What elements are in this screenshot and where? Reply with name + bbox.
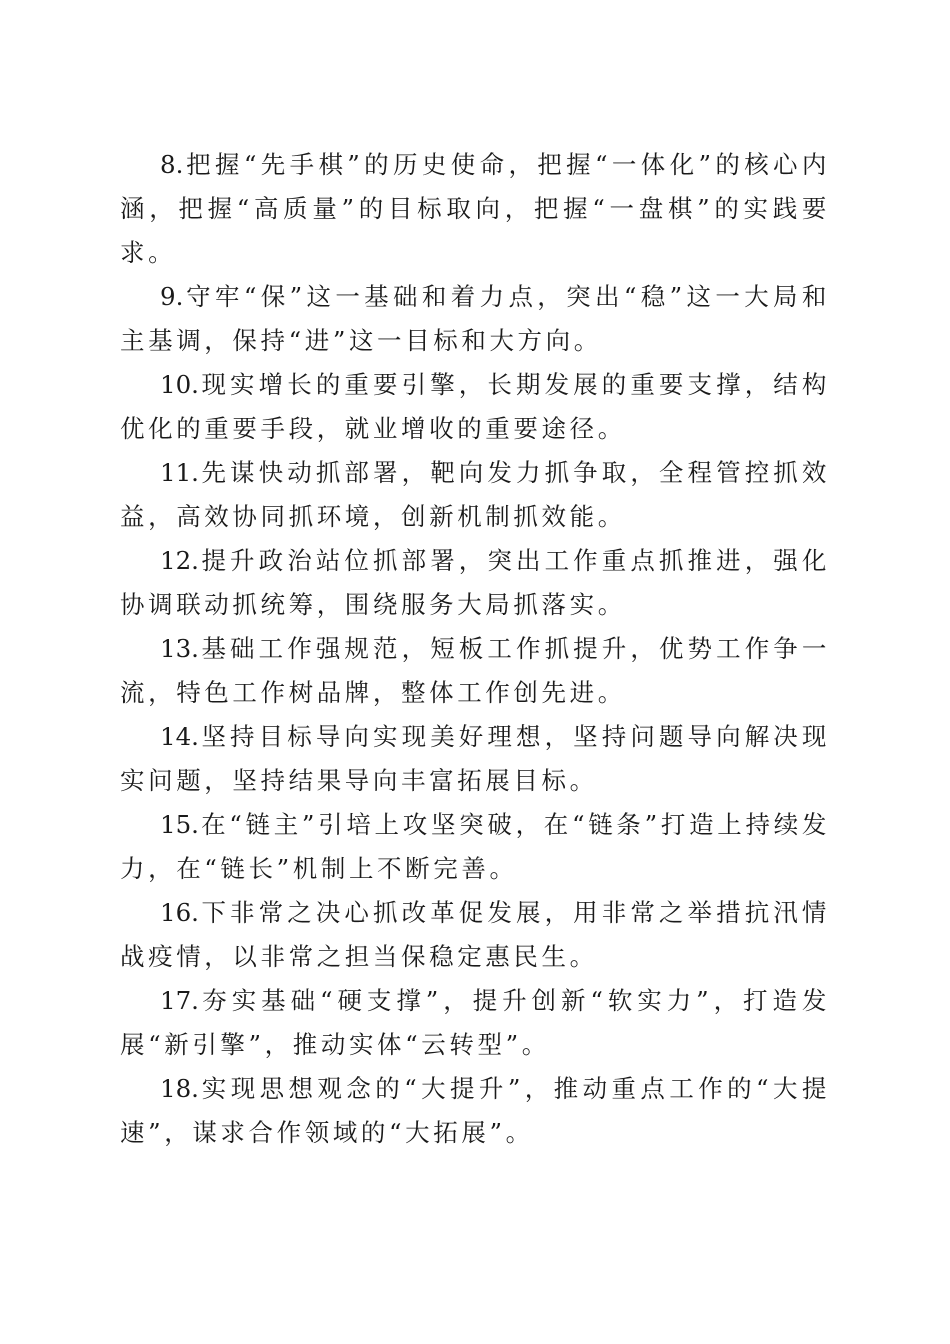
paragraph-number: 14. — [160, 722, 199, 751]
paragraph-15 — [120, 803, 830, 891]
paragraph-number: 9. — [160, 282, 184, 311]
document-body — [120, 143, 830, 1155]
paragraph-text: 先谋快动抓部署，靶向发力抓争取，全程管控抓效益，高效协同抓环境，创新机制抓效能。 — [120, 458, 830, 531]
paragraph-text: 守牢“保”这一基础和着力点，突出“稳”这一大局和主基调，保持“进”这一目标和大方向。 — [120, 282, 830, 355]
paragraph-text: 实现思想观念的“大提升”，推动重点工作的“大提速”，谋求合作领域的“大拓展”。 — [120, 1074, 830, 1147]
paragraph-16 — [120, 891, 830, 979]
paragraph-text: 把握“先手棋”的历史使命，把握“一体化”的核心内涵，把握“高质量”的目标取向，把握“一盘棋”的实践要求。 — [120, 150, 830, 267]
paragraph-9 — [120, 275, 830, 363]
paragraph-number: 10. — [160, 370, 199, 399]
paragraph-8 — [120, 143, 830, 275]
paragraph-11 — [120, 451, 830, 539]
paragraph-text: 在“链主”引培上攻坚突破，在“链条”打造上持续发力，在“链长”机制上不断完善。 — [120, 810, 830, 883]
paragraph-number: 16. — [160, 898, 199, 927]
paragraph-13 — [120, 627, 830, 715]
paragraph-number: 18. — [160, 1074, 199, 1103]
paragraph-text: 提升政治站位抓部署，突出工作重点抓推进，强化协调联动抓统筹，围绕服务大局抓落实。 — [120, 546, 830, 619]
paragraph-text: 基础工作强规范，短板工作抓提升，优势工作争一流，特色工作树品牌，整体工作创先进。 — [120, 634, 830, 707]
paragraph-text: 下非常之决心抓改革促发展，用非常之举措抗汛情战疫情，以非常之担当保稳定惠民生。 — [120, 898, 830, 971]
paragraph-number: 17. — [160, 986, 199, 1015]
paragraph-number: 12. — [160, 546, 199, 575]
paragraph-text: 现实增长的重要引擎，长期发展的重要支撑，结构优化的重要手段，就业增收的重要途径。 — [120, 370, 830, 443]
paragraph-text: 夯实基础“硬支撑”，提升创新“软实力”，打造发展“新引擎”，推动实体“云转型”。 — [120, 986, 830, 1059]
paragraph-number: 8. — [160, 150, 184, 179]
paragraph-number: 11. — [160, 458, 199, 487]
paragraph-text: 坚持目标导向实现美好理想，坚持问题导向解决现实问题，坚持结果导向丰富拓展目标。 — [120, 722, 830, 795]
paragraph-18 — [120, 1067, 830, 1155]
paragraph-17 — [120, 979, 830, 1067]
paragraph-10 — [120, 363, 830, 451]
paragraph-14 — [120, 715, 830, 803]
paragraph-number: 13. — [160, 634, 199, 663]
paragraph-number: 15. — [160, 810, 199, 839]
paragraph-12 — [120, 539, 830, 627]
